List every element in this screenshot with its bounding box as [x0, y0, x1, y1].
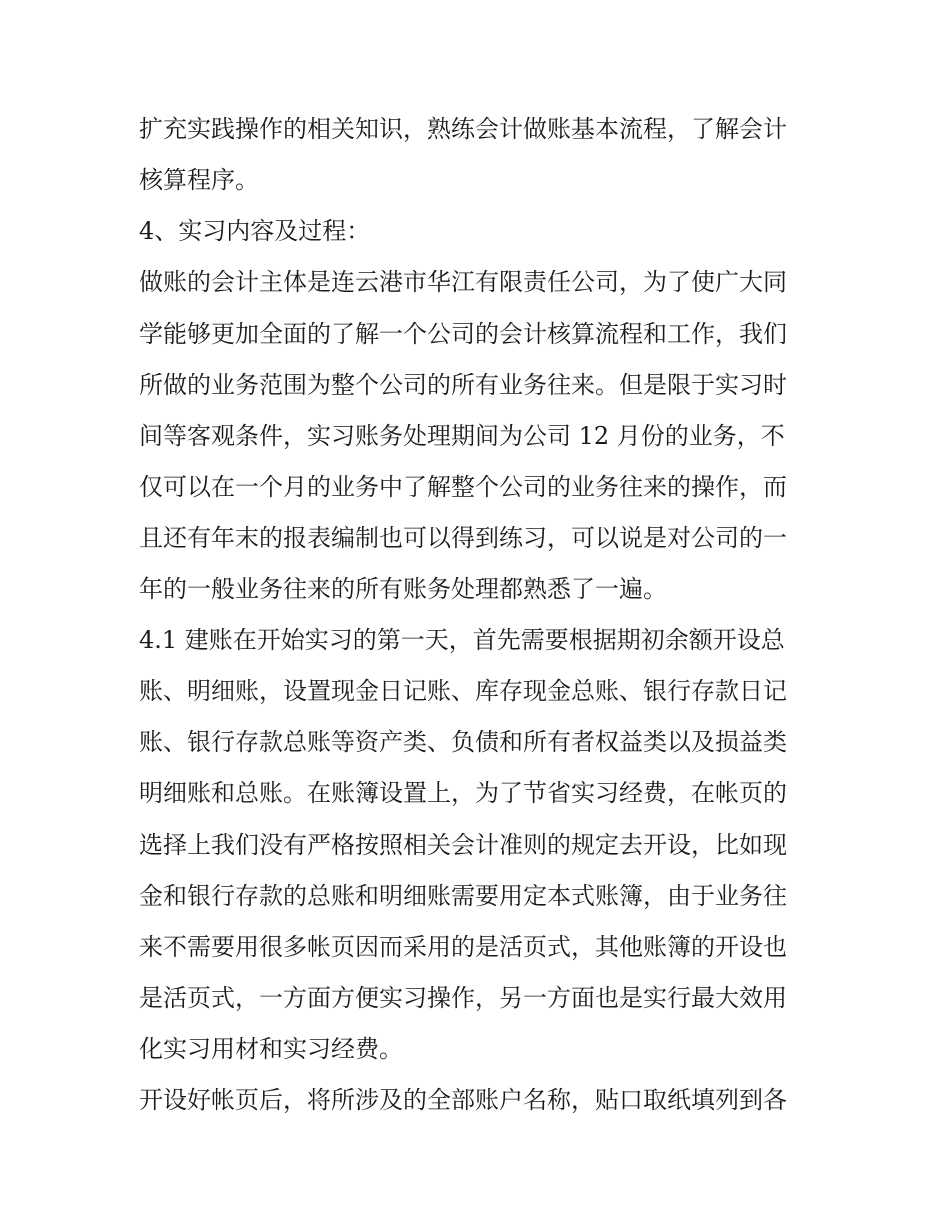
- text-line: 是活页式，一方面方便实习操作，另一方面也是实行最大效用: [139, 984, 787, 1012]
- text-line: 核算程序。: [139, 166, 259, 194]
- text-line: 且还有年末的报表编制也可以得到练习，可以说是对公司的一: [139, 524, 787, 552]
- text-line: 明细账和总账。在账簿设置上，为了节省实习经费，在帐页的: [139, 779, 787, 807]
- text-line: 金和银行存款的总账和明细账需要用定本式账簿，由于业务往: [139, 882, 787, 910]
- text-line: 仅可以在一个月的业务中了解整个公司的业务往来的操作，而: [139, 473, 787, 501]
- text-line: 所做的业务范围为整个公司的所有业务往来。但是限于实习时: [139, 371, 787, 399]
- text-line: 扩充实践操作的相关知识，熟练会计做账基本流程，了解会计: [139, 115, 787, 143]
- text-line: 学能够更加全面的了解一个公司的会计核算流程和工作，我们: [139, 320, 787, 348]
- text-line: 来不需要用很多帐页因而采用的是活页式，其他账簿的开设也: [139, 933, 787, 961]
- text-line: 化实习用材和实习经费。: [139, 1035, 403, 1063]
- text-line: 账、银行存款总账等资产类、负债和所有者权益类以及损益类: [139, 728, 787, 756]
- text-line: 选择上我们没有严格按照相关会计准则的规定去开设，比如现: [139, 831, 787, 859]
- text-line: 年的一般业务往来的所有账务处理都熟悉了一遍。: [139, 575, 667, 603]
- text-line: 做账的会计主体是连云港市华江有限责任公司，为了使广大同: [139, 268, 787, 296]
- section-heading: 4、实习内容及过程：: [139, 217, 371, 245]
- text-line: 开设好帐页后，将所涉及的全部账户名称，贴口取纸填列到各: [139, 1086, 787, 1114]
- text-line: 4.1 建账在开始实习的第一天，首先需要根据期初余额开设总: [139, 626, 785, 654]
- text-line: 账、明细账，设置现金日记账、库存现金总账、银行存款日记: [139, 677, 787, 705]
- text-line: 间等客观条件，实习账务处理期间为公司 12 月份的业务，不: [139, 422, 785, 450]
